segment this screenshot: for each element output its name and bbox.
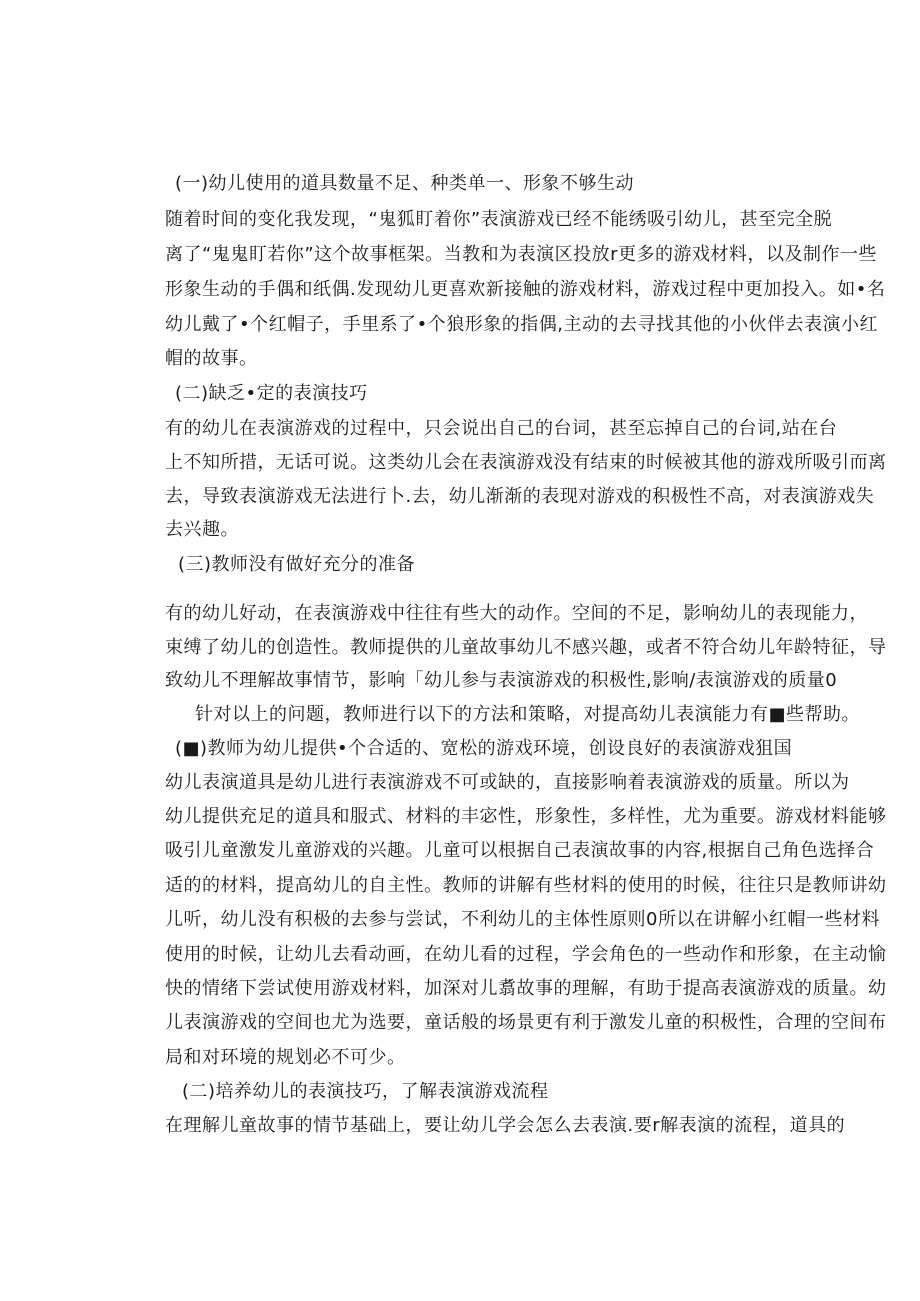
paragraph-line: 儿听，幼儿没有积极的去参与尝试，不利幼儿的主体性原则0所以在讲解小红帽一些材料 bbox=[165, 909, 880, 930]
paragraph-line: 使用的时候，让幼儿去看动画，在幼儿看的过程，学会角色的一些动作和形象，在主动愉 bbox=[165, 944, 887, 965]
paragraph-line: 去，导致表演游戏无法进行卜.去，幼儿渐渐的表现对游戏的积极性不高，对表演游戏失 bbox=[165, 486, 875, 507]
paragraph-line: 帽的故事。 bbox=[165, 348, 258, 369]
section-heading-3: (三)教师没有做好充分的准备 bbox=[178, 554, 416, 575]
paragraph-line: 形象生动的手偶和纸偶.发现幼儿更喜欢新接触的游戏材料，游戏过程中更加投入。如•名 bbox=[165, 279, 886, 300]
transition-sentence: 针对以上的问题，教师进行以下的方法和策略，对提高幼儿表演能力有■些帮助。 bbox=[195, 704, 861, 725]
paragraph-line: 上不知所措，无话可说。这类幼儿会在表演游戏没有结束的时候被其他的游戏所吸引而离 bbox=[165, 452, 887, 473]
paragraph-line: 适的的材料，提高幼儿的自主性。教师的讲解有些材料的使用的时候，往往只是教师讲幼 bbox=[165, 875, 887, 896]
paragraph-line: 有的幼儿在表演游戏的过程中，只会说出自己的台词，甚至忘掉自己的台词,站在台 bbox=[165, 418, 838, 439]
section-heading-4: (■)教师为幼儿提供•个合适的、宽松的游戏环境，创设良好的表演游戏狙国 bbox=[175, 738, 793, 759]
paragraph-line: 儿表演游戏的空间也尤为选要，童话般的场景更有利于激发儿童的积极性，合理的空间布 bbox=[165, 1012, 887, 1033]
paragraph-line: 在理解儿童故事的情节基础上，要让幼儿学会怎么去表演.要r解表演的流程，道具的 bbox=[165, 1115, 846, 1136]
paragraph-line: 有的幼儿好动，在表演游戏中往往有些大的动作。空间的不足，影响幼儿的表现能力， bbox=[165, 603, 868, 624]
paragraph-line: 局和对环境的规划必不可少。 bbox=[165, 1047, 406, 1068]
paragraph-line: 束缚了幼儿的创造性。教师提供的儿童故事幼儿不感兴趣，或者不符合幼儿年龄特征，导 bbox=[165, 637, 887, 658]
paragraph-line: 离了“鬼鬼盯若你”这个故事框架。当教和为表演区投放r更多的游戏材料，以及制作一些 bbox=[165, 244, 878, 265]
paragraph-line: 吸引儿童激发儿童游戏的兴趣。儿童可以根据自己表演故事的内容,根据自己角色选择合 bbox=[165, 840, 875, 861]
section-heading-1: (一)幼儿使用的道具数量不足、种类单一、形象不够生动 bbox=[175, 173, 635, 194]
paragraph-line: 去兴趣。 bbox=[165, 519, 239, 540]
section-heading-5: (二)培养幼儿的表演技巧，了解表演游戏流程 bbox=[182, 1081, 549, 1102]
paragraph-line: 快的情绪下尝试使用游戏材料，加深对儿翥故事的理解，有助于提高表演游戏的质量。幼 bbox=[165, 978, 887, 999]
section-heading-2: (二)缺乏•定的表演技巧 bbox=[175, 383, 368, 404]
paragraph-line: 致幼儿不理解故事情节，影响「幼儿参与表演游戏的积极性,影响/表演游戏的质量0 bbox=[165, 670, 838, 691]
paragraph-line: 幼儿提供充足的道具和服式、材料的丰宓性，形象性，多样性，尤为重要。游戏材料能够 bbox=[165, 806, 887, 827]
paragraph-line: 幼儿戴了•个红帽子，手里系了•个狼形象的指偶,主动的去寻找其他的小伙伴去表演小红 bbox=[165, 314, 878, 335]
paragraph-line: 随着时间的变化我发现，“鬼狐盯着你”表演游戏已经不能绣吸引幼儿，甚至完全脱 bbox=[165, 209, 833, 230]
paragraph-line: 幼儿表演道具是幼儿进行表演游戏不可或缺的，直接影响着表演游戏的质量。所以为 bbox=[165, 772, 850, 793]
